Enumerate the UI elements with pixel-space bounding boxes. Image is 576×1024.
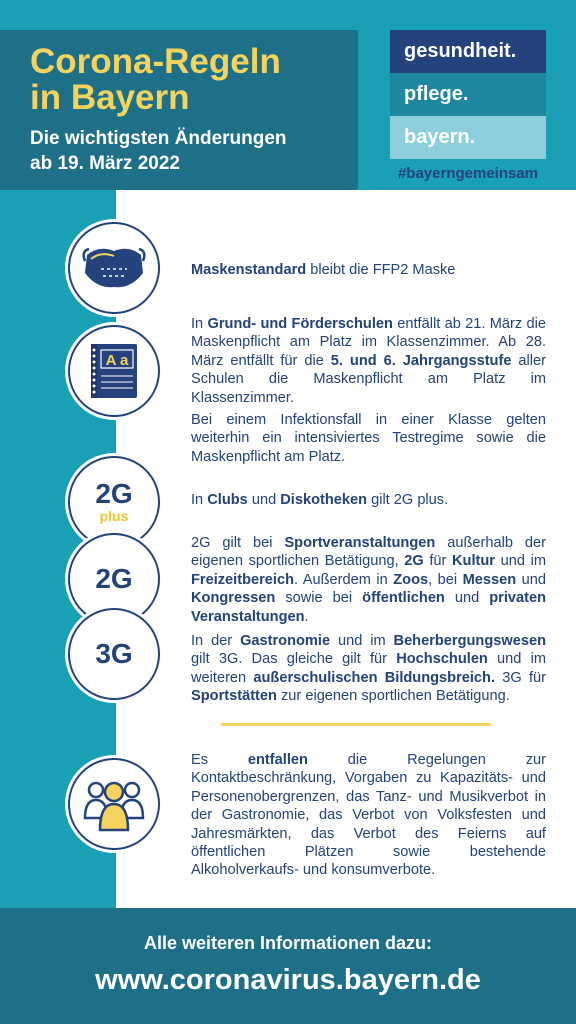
gastro-rule-text: In der Gastronomie und im Beherbergungswesen gilt 3G. Das gleiche gilt für Hochschulen und im weiteren außerschulischen Bildungsbreich. 3G für Sportstätten zur eigenen sportlichen Betätigung. xyxy=(191,633,546,705)
sport-rule-text: 2G gilt bei Sportveranstaltungen außerhalb der eigenen sportlichen Betätigung, 2G für Kultur und im Freizeitbereich. Außerdem in Zoos, bei Messen und Kongressen sowie bei öffentlichen und privaten Veranstaltungen. xyxy=(191,535,547,625)
header-box xyxy=(0,30,358,190)
brand-row-pflege: pflege. xyxy=(390,73,546,116)
schools-rule-text: In Grund- und Förderschulen entfällt ab 21. März die Maskenpflicht am Platz im Klassenzimmer. Ab 28. März entfällt für die 5. und 6. Jahrgangsstufe aller Schulen die Maskenpflicht am Platz im Klassenzimmer. xyxy=(191,316,546,406)
hashtag: #bayerngemeinsam xyxy=(397,165,539,182)
brand-row-gesundheit: gesundheit. xyxy=(390,30,546,73)
mask-icon xyxy=(68,222,160,314)
svg-text:A a: A a xyxy=(105,352,129,369)
page-subtitle: Die wichtigsten Änderungen ab 19. März 2022 xyxy=(30,128,287,174)
footer-label: Alle weiteren Informationen dazu: xyxy=(143,933,433,953)
page-title: Corona-Regeln in Bayern xyxy=(30,42,281,117)
footer xyxy=(0,908,576,1024)
badge-3g-icon: 3G xyxy=(68,608,160,700)
section-divider xyxy=(221,723,491,726)
mask-rule-text: Maskenstandard bleibt die FFP2 Maske xyxy=(191,262,456,278)
brand-logo xyxy=(390,30,546,182)
people-icon xyxy=(68,758,160,850)
badge-2g-plus-icon: 2G plus xyxy=(68,456,160,548)
badge-2g-icon: 2G xyxy=(68,533,160,625)
clubs-rule-text: In Clubs und Diskotheken gilt 2G plus. xyxy=(191,492,449,508)
footer-url-link[interactable]: www.coronavirus.bayern.de xyxy=(95,964,481,996)
schools-infection-text: Bei einem Infektionsfall in einer Klasse gelten weiterhin ein intensiviertes Testregime sowie die Maskenpflicht am Platz. xyxy=(191,412,546,465)
brand-row-bayern: bayern. xyxy=(390,116,546,159)
book-icon xyxy=(68,325,160,417)
removed-rules-text: Es entfallen die Regelungen zur Kontaktbeschränkung, Vorgaben zu Kapazitäts- und Personenobergrenzen, das Tanz- und Musikverbot in der Gastronomie, das Verbot von Volksfesten und Jahresmärkten, das Verbot des Feierns auf öffentlichen Plätzen sowie bestehende Alkoholverkaufs- und konsumverbote. xyxy=(191,752,546,879)
